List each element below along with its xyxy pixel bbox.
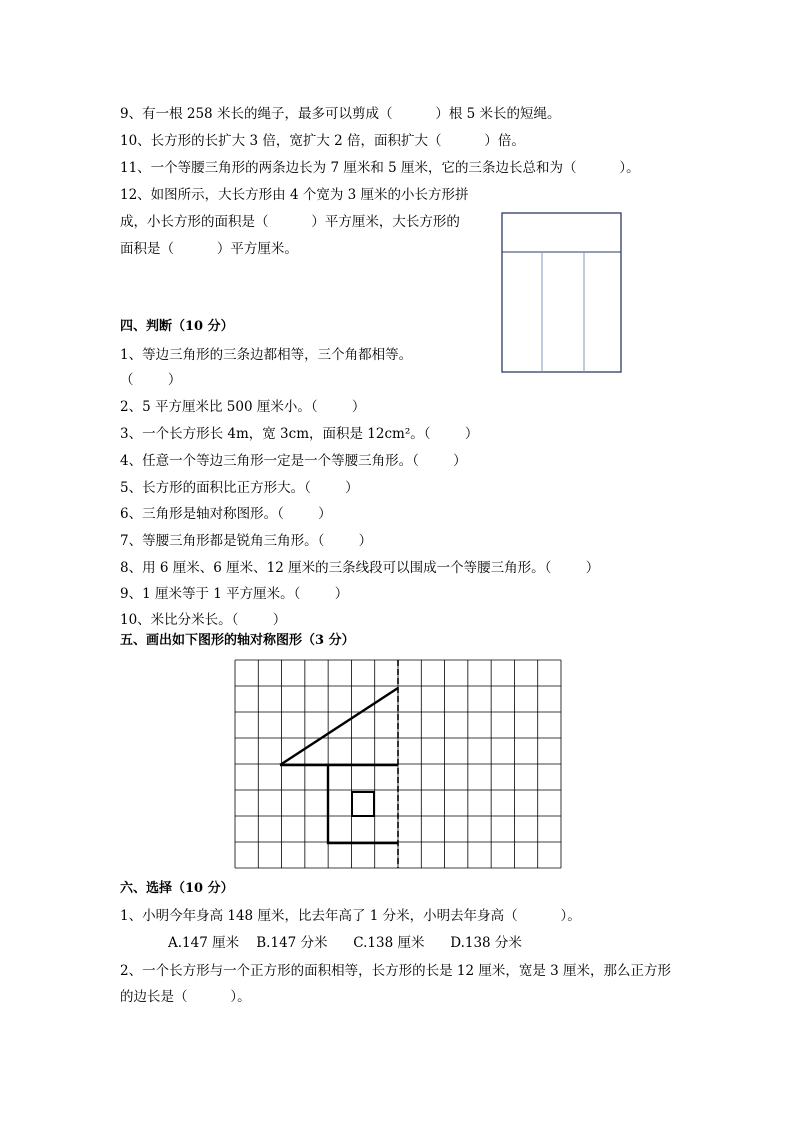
- judge-q10: 10、米比分米长。（ ）: [120, 612, 287, 628]
- judge-q1-paren: （ ）: [120, 372, 182, 388]
- section4-heading: 四、判断（10 分）: [120, 319, 234, 334]
- q10-fill-blank: 10、长方形的长扩大 3 倍，宽扩大 2 倍，面积扩大（ ）倍。: [120, 133, 525, 149]
- section6-heading: 六、选择（10 分）: [120, 881, 234, 896]
- choice-q1: 1、小明今年身高 148 厘米，比去年高了 1 分米，小明去年身高（ ）。: [120, 908, 581, 924]
- choice-q1-options: A.147 厘米 B.147 分米 C.138 厘米 D.138 分米: [168, 935, 522, 951]
- q11-fill-blank: 11、一个等腰三角形的两条边长为 7 厘米和 5 厘米，它的三条边长总和为（ ）。: [120, 160, 640, 176]
- judge-q3: 3、一个长方形长 4m，宽 3cm，面积是 12cm²。（ ）: [120, 426, 479, 442]
- window-square: [352, 792, 374, 816]
- big-rectangle: [502, 213, 621, 372]
- q12-line3: 面积是（ ）平方厘米。: [120, 241, 298, 257]
- judge-q8: 8、用 6 厘米、6 厘米、12 厘米的三条线段可以围成一个等腰三角形。（ ）: [120, 560, 600, 576]
- judge-q4: 4、任意一个等边三角形一定是一个等腰三角形。（ ）: [120, 453, 467, 469]
- judge-q7: 7、等腰三角形都是锐角三角形。（ ）: [120, 533, 373, 549]
- q12-line1: 12、如图所示，大长方形由 4 个宽为 3 厘米的小长方形拼: [120, 187, 469, 203]
- judge-q6: 6、三角形是轴对称图形。（ ）: [120, 506, 332, 522]
- judge-q1: 1、等边三角形的三条边都相等，三个角都相等。: [120, 347, 413, 363]
- judge-q9: 9、1 厘米等于 1 平方厘米。（ ）: [120, 586, 349, 602]
- choice-q2-line1: 2、一个长方形与一个正方形的面积相等，长方形的长是 12 厘米，宽是 3 厘米，那么正方形: [120, 963, 672, 979]
- judge-q2: 2、5 平方厘米比 500 厘米小。（ ）: [120, 399, 366, 415]
- judge-q5: 5、长方形的面积比正方形大。（ ）: [120, 480, 359, 496]
- house-body: [328, 765, 398, 843]
- grid-lines: [235, 660, 561, 868]
- section5-heading: 五、画出如下图形的轴对称图形（3 分）: [120, 633, 355, 648]
- q9-fill-blank: 9、有一根 258 米长的绳子，最多可以剪成（ ）根 5 米长的短绳。: [120, 106, 561, 122]
- q12-line2: 成，小长方形的面积是（ ）平方厘米，大长方形的: [120, 214, 460, 230]
- choice-q2-line2: 的边长是（ ）。: [120, 989, 251, 1005]
- triangle-shape: [280, 688, 398, 765]
